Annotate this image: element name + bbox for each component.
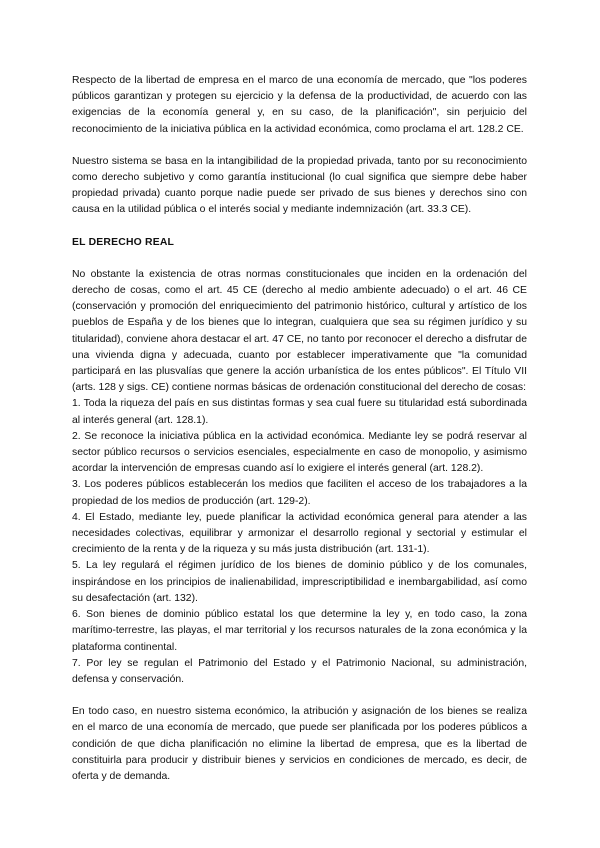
list-item: 5. La ley regulará el régimen jurídico de los bienes de dominio público y de los comunales, inspirándose en los principios de inalienabilidad, imprescriptibilidad e inembargabilidad, así como su desafectación (art. 132). [72, 560, 527, 604]
list-item: 1. Toda la riqueza del país en sus distintas formas y sea cual fuere su titularidad está subordinada al interés general (art. 128.1). [72, 398, 527, 426]
list-item: 3. Los poderes públicos establecerán los medios que faciliten el acceso de los trabajadores a la propiedad de los medios de producción (art. 129-2). [72, 479, 527, 507]
paragraph-spacer [72, 688, 527, 704]
paragraph-normas-constitucionales: No obstante la existencia de otras normas constitucionales que inciden en la ordenación del derecho de cosas, como el art. 45 CE (derecho al medio ambiente adecuado) o el art. 46 CE (conservación y promoción del enriquecimiento del patrimonio histórico, cultural y artístico de los pueblos de España y de los bienes que lo integran, cualquiera que sea su régimen jurídico y su titularidad), conviene ahora destacar el art. 47 CE, no tanto por reconocer el derecho a disfrutar de una vivienda digna y adecuada, cuanto por establecer imperativamente que "la comunidad participará en las plusvalías que genere la acción urbanística de los entes públicos". El Título VII (arts. 128 y sigs. CE) contiene normas básicas de ordenación constitucional del derecho de cosas: [72, 268, 527, 394]
list-item: 2. Se reconoce la iniciativa pública en la actividad económica. Mediante ley se podrá reservar al sector público recursos o servicios esenciales, especialmente en caso de monopolio, y asimismo acordar la intervención de empresas cuando así lo exigiere el interés general (art. 128.2). [72, 430, 527, 475]
list-item: 6. Son bienes de dominio público estatal los que determine la ley y, en todo caso, la zona marítimo-terrestre, las playas, el mar territorial y los recursos naturales de la zona económica y la plataforma continental. [72, 609, 527, 653]
paragraph-sistema-economico: En todo caso, en nuestro sistema económico, la atribución y asignación de los bienes se realiza en el marco de una economía de mercado, que puede ser planificada por los poderes públicos a condición de que dicha planificación no elimine la libertad de empresa, que es la libertad de constituirla para producir y distribuir bienes y servicios en condiciones de mercado, es decir, de oferta y de demanda. [72, 706, 527, 782]
document-page [72, 73, 527, 785]
list-item: 4. El Estado, mediante ley, puede planificar la actividad económica general para atender a las necesidades colectivas, equilibrar y armonizar el desarrollo regional y sectorial y estimular el crecimiento de la renta y de la riqueza y su más justa distribución (art. 131-1). [72, 511, 527, 556]
list-item: 7. Por ley se regulan el Patrimonio del Estado y el Patrimonio Nacional, su administración, defensa y conservación. [72, 657, 527, 685]
paragraph-propiedad-privada: Nuestro sistema se basa en la intangibilidad de la propiedad privada, tanto por su reconocimiento como derecho subjetivo y como garantía institucional (lo cual significa que siempre debe haber propiedad privada) cuanto porque nadie puede ser privado de sus bienes y derechos sino con causa en la utilidad pública o el interés social y mediante indemnización (art. 33.3 CE). [72, 155, 527, 216]
paragraph-spacer [72, 219, 527, 235]
paragraph-spacer [72, 138, 527, 154]
paragraph-spacer [72, 251, 527, 267]
paragraph-libertad-empresa: Respecto de la libertad de empresa en el marco de una economía de mercado, que "los poderes públicos garantizan y protegen su ejercicio y la defensa de la productividad, de acuerdo con las exigencias de la economía general y, en su caso, de la planificación", sin perjuicio del reconocimiento de la iniciativa pública en la actividad económica, como proclama el art. 128.2 CE. [72, 75, 527, 135]
section-heading: EL DERECHO REAL [72, 236, 175, 248]
